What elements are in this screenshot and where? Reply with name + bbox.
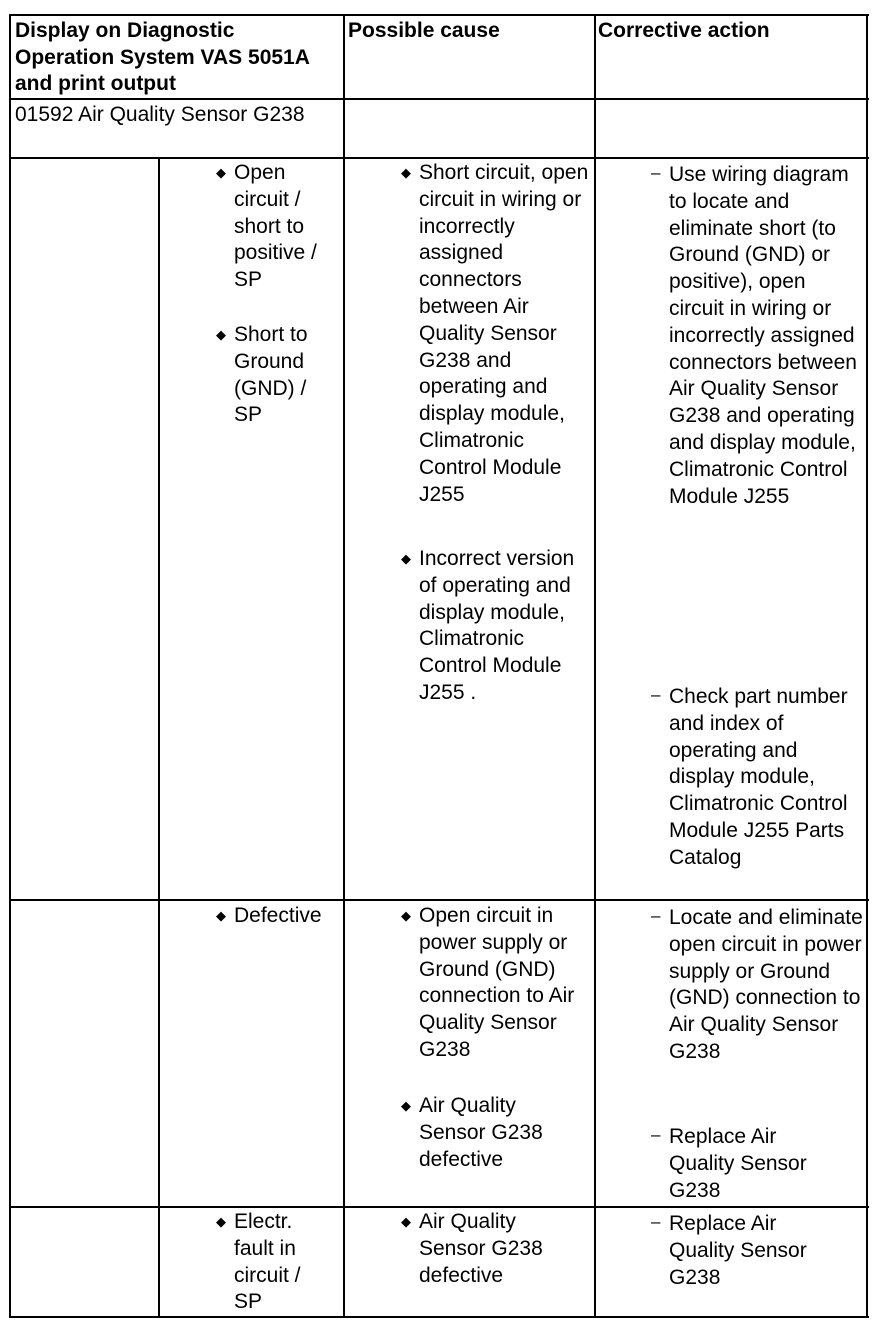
diamond-bullet-icon: ◆ (401, 908, 411, 923)
dash-marker-icon: – (651, 906, 661, 925)
column-divider-1 (343, 14, 345, 1318)
header-corrective-action: Corrective action (598, 19, 770, 42)
diamond-bullet-icon: ◆ (401, 1098, 411, 1113)
symptom-electrical-fault: Electr. fault in circuit / SP (234, 1210, 301, 1314)
header-display: Display on Diagnostic Operation System VAS 5051A and print output (15, 19, 310, 95)
cause-incorrect-version: Incorrect version of operating and display module, Climatronic Control Module J255 . (419, 547, 575, 704)
cause-open-circuit-power: Open circuit in power supply or Ground (GND) connection to Air Quality Sensor G238 (419, 904, 575, 1061)
dash-marker-icon: – (651, 1212, 661, 1231)
action-replace-sensor: Replace Air Quality Sensor G238 (669, 1125, 807, 1202)
diamond-bullet-icon: ◆ (216, 165, 226, 180)
row-divider-1 (9, 899, 869, 901)
diamond-bullet-icon: ◆ (401, 1214, 411, 1229)
symptom-defective: Defective (234, 904, 322, 927)
table-left-border (9, 14, 11, 1318)
diamond-bullet-icon: ◆ (216, 1214, 226, 1229)
symptom-open-circuit: Open circuit / short to positive / SP (234, 161, 317, 292)
action-replace-sensor: Replace Air Quality Sensor G238 (669, 1212, 807, 1289)
symptom-short-to-ground: Short to Ground (GND) / SP (234, 323, 308, 427)
header-possible-cause: Possible cause (348, 19, 500, 42)
diamond-bullet-icon: ◆ (216, 908, 226, 923)
column-divider-2 (594, 14, 596, 1318)
table-top-border (9, 14, 869, 16)
row-divider-2 (9, 1206, 869, 1208)
fault-row-divider (9, 157, 869, 159)
diamond-bullet-icon: ◆ (401, 165, 411, 180)
header-divider (9, 98, 869, 100)
action-check-part-number: Check part number and index of operating and display module, Climatronic Control Module J255 Parts Catalog (669, 685, 848, 869)
cause-short-circuit-wiring: Short circuit, open circuit in wiring or incorrectly assigned connectors between Air Quality Sensor G238 and operating and display module, Climatronic Control Module J255 (419, 161, 589, 506)
sub-column-divider (158, 157, 160, 1318)
diamond-bullet-icon: ◆ (401, 551, 411, 566)
dash-marker-icon: – (651, 163, 661, 182)
fault-code: 01592 Air Quality Sensor G238 (15, 103, 305, 126)
action-locate-short: Use wiring diagram to locate and eliminate short (to Ground (GND) or positive), open circuit in wiring or incorrectly assigned connectors between Air Quality Sensor G238 and operating and display module, Climatronic Control Module J255 (669, 163, 857, 508)
dash-marker-icon: – (651, 1125, 661, 1144)
action-locate-open-circuit: Locate and eliminate open circuit in power supply or Ground (GND) connection to Air Quality Sensor G238 (669, 906, 863, 1063)
table-bottom-border (9, 1316, 869, 1318)
cause-sensor-defective: Air Quality Sensor G238 defective (419, 1094, 543, 1171)
dash-marker-icon: – (651, 685, 661, 704)
cause-sensor-defective: Air Quality Sensor G238 defective (419, 1210, 543, 1287)
table-right-border (866, 14, 868, 1318)
diamond-bullet-icon: ◆ (216, 327, 226, 342)
